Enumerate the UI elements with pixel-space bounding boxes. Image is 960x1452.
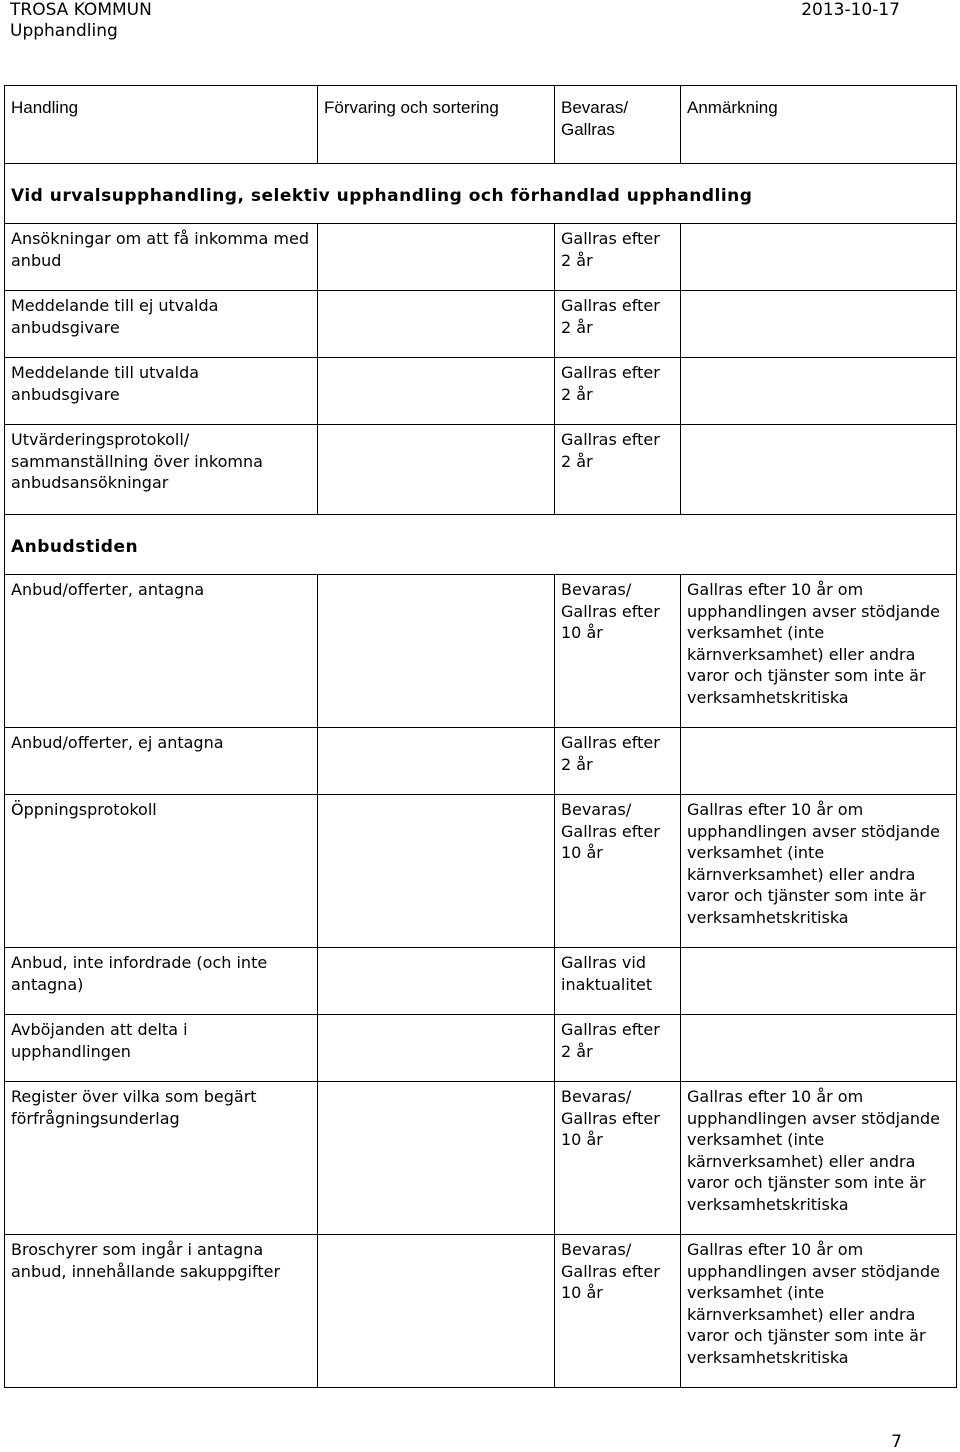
header-left: [10, 0, 152, 42]
storage-cell: [318, 728, 555, 795]
table-row: [5, 291, 957, 358]
handling-cell: Ansökningar om att få inkomma med anbud: [5, 224, 318, 291]
table-row: [5, 425, 957, 515]
handling-cell: Anbud/offerter, ej antagna: [5, 728, 318, 795]
note-cell: [681, 728, 957, 795]
storage-cell: [318, 795, 555, 948]
storage-cell: [318, 575, 555, 728]
table-row: [5, 1082, 957, 1235]
note-cell: [681, 358, 957, 425]
note-cell: Gallras efter 10 år om upphandlingen avser stödjande verksamhet (inte kärnverksamhet) eller andra varor och tjänster som inte är verksamhetskritiska: [681, 1082, 957, 1235]
section-title: Anbudstiden: [5, 515, 957, 575]
section-title: Vid urvalsupphandling, selektiv upphandling och förhandlad upphandling: [5, 164, 957, 224]
storage-cell: [318, 948, 555, 1015]
handling-cell: Avböjanden att delta i upphandlingen: [5, 1015, 318, 1082]
page-number: 7: [891, 1432, 902, 1452]
section-row: [5, 164, 957, 224]
retention-cell: Bevaras/ Gallras efter 10 år: [555, 1235, 681, 1388]
storage-cell: [318, 1235, 555, 1388]
document-subtitle: Upphandling: [10, 21, 118, 41]
table-header-row: [5, 86, 957, 164]
table-row: [5, 575, 957, 728]
retention-table: [4, 85, 957, 1388]
section-row: [5, 515, 957, 575]
note-cell: Gallras efter 10 år om upphandlingen avser stödjande verksamhet (inte kärnverksamhet) eller andra varor och tjänster som inte är verksamhetskritiska: [681, 575, 957, 728]
note-cell: [681, 291, 957, 358]
storage-cell: [318, 358, 555, 425]
handling-cell: Meddelande till utvalda anbudsgivare: [5, 358, 318, 425]
handling-cell: Register över vilka som begärt förfrågningsunderlag: [5, 1082, 318, 1235]
note-cell: Gallras efter 10 år om upphandlingen avser stödjande verksamhet (inte kärnverksamhet) eller andra varor och tjänster som inte är verksamhetskritiska: [681, 1235, 957, 1388]
page-header: [0, 0, 960, 44]
note-cell: Gallras efter 10 år om upphandlingen avser stödjande verksamhet (inte kärnverksamhet) eller andra varor och tjänster som inte är verksamhetskritiska: [681, 795, 957, 948]
handling-cell: Anbud/offerter, antagna: [5, 575, 318, 728]
table-row: [5, 358, 957, 425]
column-header-retention: Bevaras/ Gallras: [555, 86, 681, 164]
retention-cell: Gallras efter 2 år: [555, 728, 681, 795]
document-date: 2013-10-17: [801, 0, 900, 20]
column-header-handling: Handling: [5, 86, 318, 164]
retention-cell: Gallras efter 2 år: [555, 425, 681, 515]
retention-cell: Bevaras/ Gallras efter 10 år: [555, 795, 681, 948]
handling-cell: Broschyrer som ingår i antagna anbud, innehållande sakuppgifter: [5, 1235, 318, 1388]
storage-cell: [318, 425, 555, 515]
table-row: [5, 948, 957, 1015]
handling-cell: Utvärderingsprotokoll/ sammanställning över inkomna anbudsansökningar: [5, 425, 318, 515]
note-cell: [681, 425, 957, 515]
storage-cell: [318, 1015, 555, 1082]
note-cell: [681, 224, 957, 291]
retention-cell: Gallras efter 2 år: [555, 358, 681, 425]
table-row: [5, 728, 957, 795]
storage-cell: [318, 224, 555, 291]
storage-cell: [318, 1082, 555, 1235]
handling-cell: Öppningsprotokoll: [5, 795, 318, 948]
table-row: [5, 1235, 957, 1388]
column-header-storage: Förvaring och sortering: [318, 86, 555, 164]
org-name: TROSA KOMMUN: [10, 0, 152, 20]
table-row: [5, 795, 957, 948]
retention-cell: Bevaras/ Gallras efter 10 år: [555, 1082, 681, 1235]
note-cell: [681, 1015, 957, 1082]
note-cell: [681, 948, 957, 1015]
column-header-note: Anmärkning: [681, 86, 957, 164]
retention-cell: Gallras efter 2 år: [555, 291, 681, 358]
retention-cell: Gallras efter 2 år: [555, 1015, 681, 1082]
retention-cell: Gallras efter 2 år: [555, 224, 681, 291]
handling-cell: Meddelande till ej utvalda anbudsgivare: [5, 291, 318, 358]
storage-cell: [318, 291, 555, 358]
retention-cell: Bevaras/ Gallras efter 10 år: [555, 575, 681, 728]
handling-cell: Anbud, inte infordrade (och inte antagna): [5, 948, 318, 1015]
table-row: [5, 1015, 957, 1082]
table-row: [5, 224, 957, 291]
retention-cell: Gallras vid inaktualitet: [555, 948, 681, 1015]
